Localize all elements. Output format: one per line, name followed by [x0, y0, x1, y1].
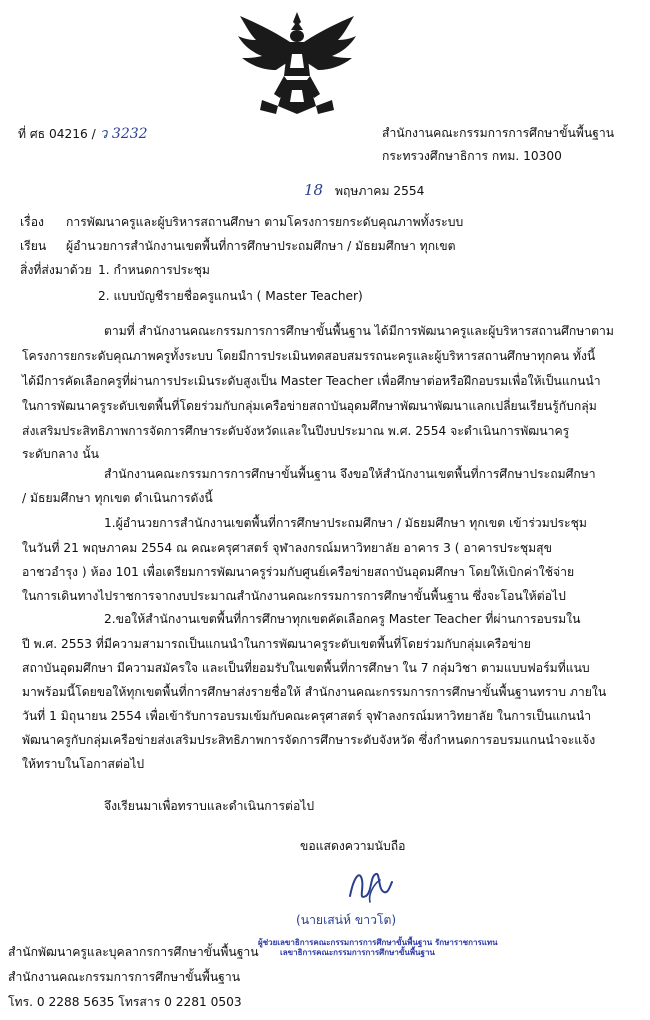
paragraph-line: ส่งเสริมประสิทธิภาพการจัดการศึกษาระดับจังหวัดและในปีงบประมาณ พ.ศ. 2554 จะดำเนินการพัฒนาครู: [22, 424, 570, 438]
paragraph-line: ระดับกลาง นั้น: [22, 447, 99, 461]
paragraph-line: 2.ขอให้สำนักงานเขตพื้นที่การศึกษาทุกเขตคัดเลือกครู Master Teacher ที่ผ่านการอบรมใน: [104, 612, 581, 626]
footer-contact: โทร. 0 2288 5635 โทรสาร 0 2281 0503: [8, 995, 242, 1009]
paragraph-line: 1.ผู้อำนวยการสำนักงานเขตพื้นที่การศึกษาประถมศึกษา / มัธยมศึกษา ทุกเขต เข้าร่วมประชุม: [104, 516, 587, 530]
footer-department: สำนักพัฒนาครูและบุคลากรการศึกษาขั้นพื้นฐาน: [8, 945, 259, 959]
signer-name: (นายเสน่ห์ ขาวโต): [296, 913, 397, 927]
signature-icon: [340, 866, 400, 906]
paragraph-line: โครงการยกระดับคุณภาพครูทั้งระบบ โดยมีการประเมินทดสอบสมรรถนะครูและผู้บริหารสถานศึกษาทุกคน ทั้งนี้: [22, 349, 596, 363]
paragraph-line: ได้มีการคัดเลือกครูที่ผ่านการประเมินระดับสูงเป็น Master Teacher เพื่อศึกษาต่อหรือฝึกอบรมเพื่อให้เป็นแกนนำ: [22, 374, 601, 388]
footer-office: สำนักงานคณะกรรมการการศึกษาขั้นพื้นฐาน: [8, 970, 241, 984]
date-day-handwritten: 18: [304, 181, 324, 199]
paragraph-line: สำนักงานคณะกรรมการการศึกษาขั้นพื้นฐาน จึงขอให้สำนักงานเขตพื้นที่การศึกษาประถมศึกษา: [104, 467, 596, 481]
addressee-label: เรียน: [20, 239, 47, 253]
date-month-year: พฤษภาคม 2554: [334, 184, 425, 198]
paragraph-line: ในการพัฒนาครูระดับเขตพื้นที่โดยร่วมกับกลุ่มเครือข่ายสถาบันอุดมศึกษาพัฒนาพัฒนาแลกเปลี่ยนเรียนรู้กับกลุ่ม: [22, 399, 597, 413]
stamp-line-1: ผู้ช่วยเลขาธิการคณะกรรมการการศึกษาขั้นพื้นฐาน รักษาราชการแทน: [258, 938, 498, 947]
reference-number-handwritten: ว 3232: [99, 126, 148, 142]
paragraph-line: ในวันที่ 21 พฤษภาคม 2554 ณ คณะครุศาสตร์ จุฬาลงกรณ์มหาวิทยาลัย อาคาร 3 ( อาคารประชุมสุข: [22, 541, 552, 555]
paragraph-line: มาพร้อมนี้โดยขอให้ทุกเขตพื้นที่การศึกษาส่งรายชื่อให้ สำนักงานคณะกรรมการการศึกษาขั้นพื้นฐานทราบ ภายใน: [22, 685, 607, 699]
reference-prefix: ที่ ศธ 04216 /: [18, 127, 96, 141]
addressee-text: ผู้อำนวยการสำนักงานเขตพื้นที่การศึกษาประถมศึกษา / มัธยมศึกษา ทุกเขต: [66, 239, 456, 253]
enclosure-item-1: 1. กำหนดการประชุม: [98, 263, 210, 277]
reference-line: [18, 127, 148, 141]
official-stamp: [258, 938, 528, 964]
stamp-line-2: เลขาธิการคณะกรรมการการศึกษาขั้นพื้นฐาน: [280, 948, 435, 957]
paragraph-line: ให้ทราบในโอกาสต่อไป: [22, 757, 145, 771]
paragraph-line: ตามที่ สำนักงานคณะกรรมการการศึกษาขั้นพื้นฐาน ได้มีการพัฒนาครูและผู้บริหารสถานศึกษาตาม: [104, 324, 614, 338]
paragraph-line: ปี พ.ศ. 2553 ที่มีความสามารถเป็นแกนนำในการพัฒนาครูระดับเขตพื้นที่โดยร่วมกับกลุ่มเครือข่าย: [22, 637, 531, 651]
subject-text: การพัฒนาครูและผู้บริหารสถานศึกษา ตามโครงการยกระดับคุณภาพทั้งระบบ: [66, 215, 464, 229]
garuda-emblem-icon: [232, 10, 362, 120]
office-address: กระทรวงศึกษาธิการ กทม. 10300: [382, 149, 562, 163]
office-name: สำนักงานคณะกรรมการการศึกษาขั้นพื้นฐาน: [382, 126, 615, 140]
paragraph-line: / มัธยมศึกษา ทุกเขต ดำเนินการดังนี้: [22, 491, 213, 505]
paragraph-line: สถาบันอุดมศึกษา มีความสมัครใจ และเป็นที่ยอมรับในเขตพื้นที่การศึกษา ใน 7 กลุ่มวิชา ตามแบบฟอร์มที่แนบ: [22, 661, 590, 675]
paragraph-line: วันที่ 1 มิถุนายน 2554 เพื่อเข้ารับการอบรมเข้มกับคณะครุศาสตร์ จุฬาลงกรณ์มหาวิทยาลัย ในการเป็นแกนนำ: [22, 709, 592, 723]
enclosures-label: สิ่งที่ส่งมาด้วย: [20, 263, 92, 277]
regards: ขอแสดงความนับถือ: [300, 839, 406, 853]
enclosure-item-2: 2. แบบบัญชีรายชื่อครูแกนนำ ( Master Teacher): [98, 289, 363, 303]
paragraph-line: ในการเดินทางไปราชการจากงบประมาณสำนักงานคณะกรรมการการศึกษาขั้นพื้นฐาน ซึ่งจะโอนให้ต่อไป: [22, 589, 566, 603]
letter-date: [304, 183, 424, 198]
subject-label: เรื่อง: [20, 215, 44, 229]
paragraph-line: อาชวอำรุง ) ห้อง 101 เพื่อเตรียมการพัฒนาครูร่วมกับศูนย์เครือข่ายสถาบันอุดมศึกษา โดยให้เบิกค่าใช้จ่าย: [22, 565, 575, 579]
closing-request: จึงเรียนมาเพื่อทราบและดำเนินการต่อไป: [104, 799, 315, 813]
paragraph-line: พัฒนาครูกับกลุ่มเครือข่ายส่งเสริมประสิทธิภาพการจัดการศึกษาระดับจังหวัด ซึ่งกำหนดการอบรมแกนนำจะแจ้ง: [22, 733, 596, 747]
